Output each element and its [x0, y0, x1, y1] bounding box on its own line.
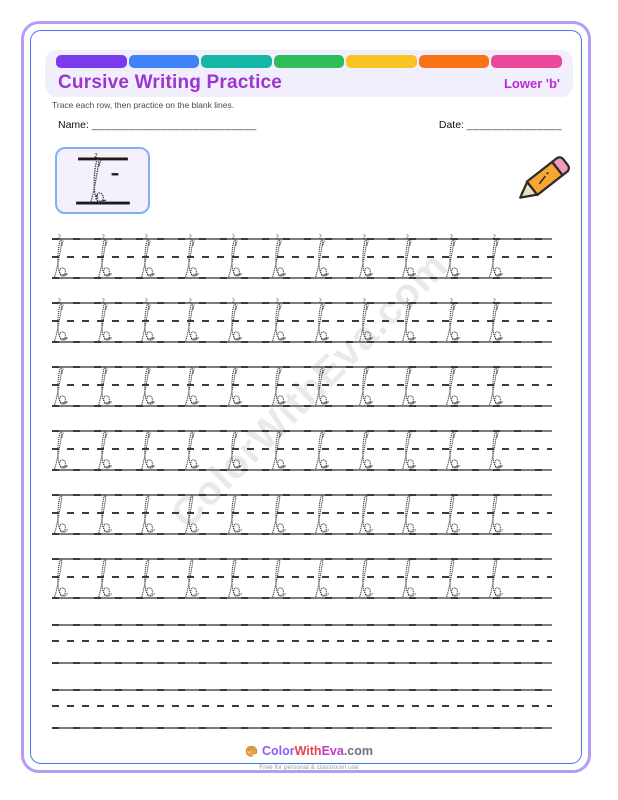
site-name-part: .com	[343, 744, 374, 758]
trace-letter-b	[139, 296, 161, 344]
svg-text:3: 3	[94, 194, 99, 202]
trace-row	[52, 232, 552, 280]
date-label: Date:	[438, 119, 464, 131]
rule-line-bottom	[52, 662, 552, 664]
trace-letter-b	[226, 360, 248, 408]
trace-letter-b	[183, 552, 205, 600]
trace-letter-b	[270, 232, 292, 280]
rainbow-segment	[346, 55, 417, 68]
trace-letter-b	[52, 552, 74, 600]
trace-letters	[52, 296, 509, 344]
midline-dashed	[52, 705, 552, 707]
trace-letter-b	[357, 232, 379, 280]
trace-letter-b	[313, 296, 335, 344]
trace-row	[52, 360, 552, 408]
trace-letter-b	[139, 552, 161, 600]
rainbow-segment	[419, 55, 490, 68]
trace-letter-b	[96, 296, 118, 344]
trace-letters	[52, 424, 509, 472]
trace-letter-b	[313, 232, 335, 280]
blank-rows-section	[52, 624, 552, 754]
rainbow-segment	[274, 55, 345, 68]
trace-letter-b	[226, 552, 248, 600]
site-name-line	[245, 744, 373, 758]
name-date-row	[58, 119, 562, 131]
trace-letter-b	[400, 360, 422, 408]
trace-letter-b	[96, 488, 118, 536]
trace-letter-b	[139, 360, 161, 408]
trace-letter-b	[52, 232, 74, 280]
site-name-part: Eva	[321, 744, 344, 758]
trace-letter-b	[487, 488, 509, 536]
trace-letter-b	[52, 296, 74, 344]
trace-letter-b	[487, 552, 509, 600]
trace-letter-b	[313, 488, 335, 536]
date-field	[439, 119, 562, 131]
trace-letter-b	[270, 552, 292, 600]
trace-letter-b	[400, 232, 422, 280]
trace-letter-b	[400, 488, 422, 536]
trace-letter-b	[400, 424, 422, 472]
trace-letter-b	[96, 232, 118, 280]
rule-line-top	[52, 624, 552, 626]
trace-letter-b	[96, 552, 118, 600]
date-blank-line: _______________	[466, 119, 562, 131]
trace-letter-b	[270, 360, 292, 408]
trace-rows-section	[52, 232, 552, 616]
pencil-icon	[506, 146, 582, 212]
trace-letter-b	[357, 296, 379, 344]
rule-line-top	[52, 689, 552, 691]
trace-letter-b	[52, 488, 74, 536]
trace-letter-b	[226, 296, 248, 344]
example-letter-card	[55, 147, 150, 214]
rainbow-segment	[201, 55, 272, 68]
trace-letter-b	[183, 296, 205, 344]
trace-letter-b	[444, 296, 466, 344]
name-blank-line: __________________________	[91, 119, 257, 131]
page-title: Cursive Writing Practice	[58, 72, 283, 93]
midline-dashed	[52, 640, 552, 642]
trace-row	[52, 552, 552, 600]
lesson-badge: Lower 'b'	[503, 76, 560, 91]
trace-letter-b	[487, 296, 509, 344]
site-name	[262, 744, 373, 758]
footer-tagline: Free for personal & classroom use	[259, 763, 359, 771]
name-label: Name:	[58, 119, 89, 131]
trace-letters	[52, 232, 509, 280]
trace-letter-b	[270, 488, 292, 536]
trace-letter-b	[139, 232, 161, 280]
trace-letter-b	[313, 552, 335, 600]
trace-letter-b	[444, 232, 466, 280]
trace-letter-b	[444, 360, 466, 408]
trace-letter-b	[183, 232, 205, 280]
trace-letter-b	[487, 360, 509, 408]
trace-letter-b	[357, 488, 379, 536]
trace-letter-b	[183, 360, 205, 408]
blank-practice-row	[52, 624, 552, 664]
blank-practice-row	[52, 689, 552, 729]
header	[45, 50, 573, 97]
trace-letter-b	[487, 424, 509, 472]
trace-letter-b	[52, 424, 74, 472]
trace-letter-b	[96, 424, 118, 472]
example-letter-b-diagram	[57, 149, 148, 212]
trace-letter-b	[270, 296, 292, 344]
trace-letter-b	[444, 424, 466, 472]
trace-letter-b	[226, 424, 248, 472]
trace-letter-b	[183, 488, 205, 536]
trace-row	[52, 488, 552, 536]
watermark-text: ColorWithEva.com	[162, 243, 457, 537]
trace-letter-b	[139, 424, 161, 472]
site-name-part: Color	[261, 744, 295, 758]
trace-letters	[52, 552, 509, 600]
trace-letter-b	[139, 488, 161, 536]
trace-letter-b	[96, 360, 118, 408]
trace-letter-b	[444, 552, 466, 600]
rainbow-segment	[56, 55, 127, 68]
footer	[0, 744, 618, 771]
site-name-part: With	[294, 744, 322, 758]
trace-letter-b	[313, 424, 335, 472]
trace-letter-b	[400, 552, 422, 600]
trace-row	[52, 424, 552, 472]
trace-letter-b	[52, 360, 74, 408]
trace-letter-b	[357, 424, 379, 472]
trace-letter-b	[444, 488, 466, 536]
trace-letter-b	[487, 232, 509, 280]
rainbow-segment	[491, 55, 562, 68]
trace-letters	[52, 488, 509, 536]
trace-letter-b	[357, 552, 379, 600]
trace-letter-b	[270, 424, 292, 472]
rainbow-bar	[56, 55, 562, 68]
trace-letter-b	[183, 424, 205, 472]
trace-letters	[52, 360, 509, 408]
title-row	[56, 72, 562, 94]
instructions-text: Trace each row, then practice on the blank lines.	[52, 100, 235, 110]
palette-icon	[245, 745, 258, 758]
trace-letter-b	[357, 360, 379, 408]
trace-letter-b	[400, 296, 422, 344]
rainbow-segment	[129, 55, 200, 68]
trace-letter-b	[226, 232, 248, 280]
trace-row	[52, 296, 552, 344]
name-field	[58, 119, 257, 131]
trace-letter-b	[313, 360, 335, 408]
rule-line-bottom	[52, 727, 552, 729]
trace-letter-b	[226, 488, 248, 536]
